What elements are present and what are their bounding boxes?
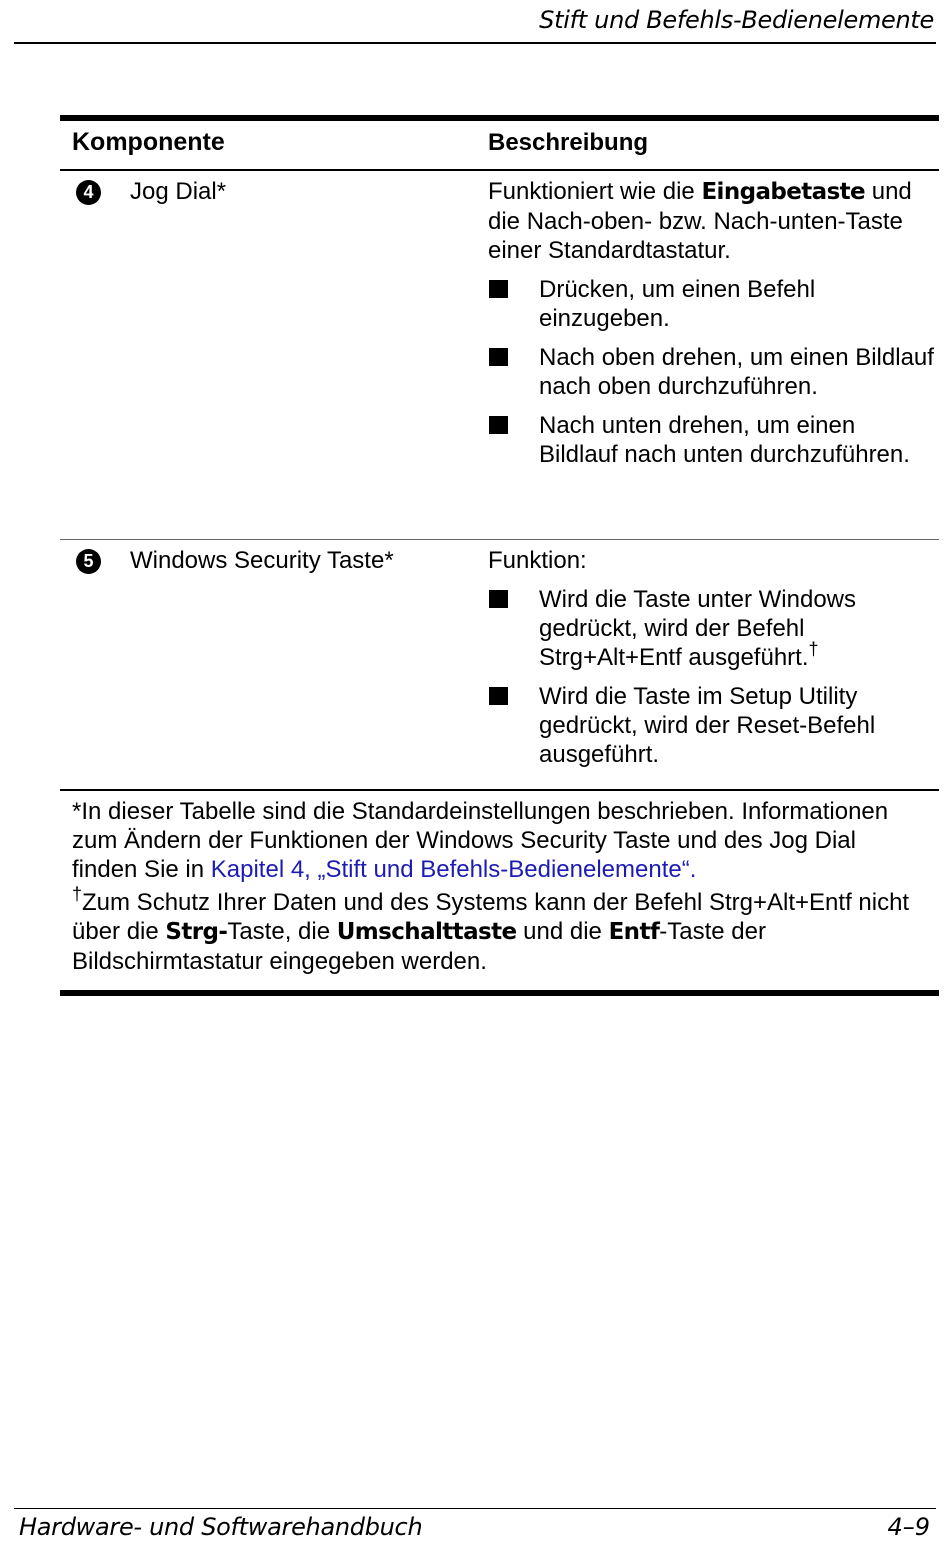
key-name: Strg- <box>165 919 228 945</box>
footer-page-number: 4–9 <box>887 1513 930 1541</box>
footnote-dagger: †Zum Schutz Ihrer Daten und des Systems kann der Befehl Strg+Alt+Entf nicht über die Strg-Taste, die Umschalttaste und die Entf-Taste der Bildschirmtastatur eingegeben werden. <box>72 884 910 975</box>
list-item: Wird die Taste unter Windows gedrückt, wird der Befehl Strg+Alt+Entf ausgeführt.† <box>488 585 936 672</box>
key-name: Entf <box>608 919 660 945</box>
footnote-asterisk: *In dieser Tabelle sind die Standardeinstellungen beschrieben. Informationen zum Ändern der Funktionen der Windows Security Taste und des Jog Dial finden Sie in Kapitel 4, „Stift und Befehls-Bedienelemente“. <box>72 798 889 883</box>
column-header-component: Komponente <box>72 128 225 156</box>
component-description <box>488 177 936 479</box>
table-header <box>60 121 939 171</box>
list-item: Nach oben drehen, um einen Bildlauf nach oben durchzuführen. <box>488 343 936 401</box>
footer-book-title: Hardware- und Softwarehandbuch <box>19 1513 423 1541</box>
chapter-link[interactable]: Kapitel 4, „Stift und Befehls-Bedienelemente“. <box>210 856 697 883</box>
list-item: Drücken, um einen Befehl einzugeben. <box>488 275 936 333</box>
table-footnotes <box>60 791 939 996</box>
description-intro: Funktion: <box>488 547 587 574</box>
square-bullet-icon <box>489 590 508 608</box>
component-table <box>60 115 939 996</box>
footer-rule <box>14 1508 936 1509</box>
list-item: Nach unten drehen, um einen Bildlauf nach unten durchzuführen. <box>488 411 936 469</box>
column-header-description: Beschreibung <box>488 129 649 156</box>
dagger-footnote-mark: † <box>808 639 819 659</box>
component-name: Windows Security Taste* <box>130 547 394 574</box>
callout-number-badge: 5 <box>76 549 101 574</box>
key-name: Umschalttaste <box>336 919 517 945</box>
square-bullet-icon <box>489 416 508 434</box>
callout-number-badge: 4 <box>76 180 101 205</box>
square-bullet-icon <box>489 280 508 298</box>
component-name: Jog Dial* <box>130 178 227 205</box>
header-rule <box>14 42 936 44</box>
dagger-footnote-mark: † <box>72 884 83 904</box>
key-name: Eingabetaste <box>701 179 866 205</box>
table-row <box>60 540 939 791</box>
running-header-title: Stift und Befehls-Bedienelemente <box>539 6 934 34</box>
table-row <box>60 171 939 540</box>
description-intro: Funktioniert wie die Eingabetaste und die Nach-oben- bzw. Nach-unten-Taste einer Standardtastatur. <box>488 178 912 264</box>
component-description <box>488 546 936 779</box>
list-item: Wird die Taste im Setup Utility gedrückt, wird der Reset-Befehl ausgeführt. <box>488 682 936 769</box>
square-bullet-icon <box>489 687 508 705</box>
square-bullet-icon <box>489 348 508 366</box>
